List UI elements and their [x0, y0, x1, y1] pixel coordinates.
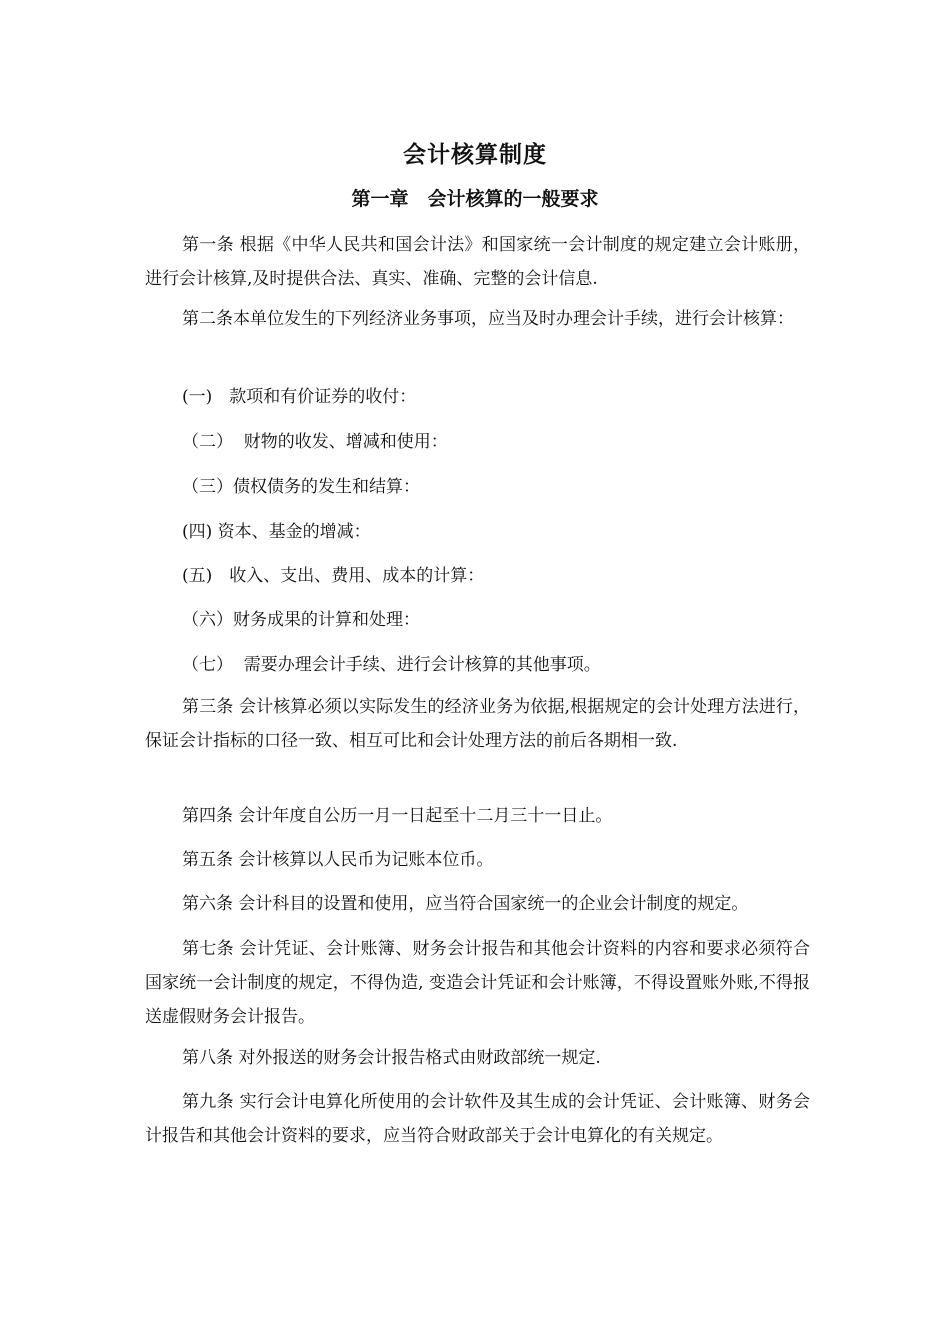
article-9: 第九条 实行会计电算化所使用的会计软件及其生成的会计凭证、会计账簿、财务会计报告和其他会计资料的要求，应当符合财政部关于会计电算化的有关规定。 — [145, 1092, 810, 1146]
chapter-heading: 第一章 会计核算的一般要求 — [351, 188, 599, 210]
document-title: 会计核算制度 — [403, 142, 547, 168]
article-4: 第四条 会计年度自公历一月一日起至十二月三十一日止。 — [182, 806, 613, 826]
list-item: （三）债权债务的发生和结算： — [182, 477, 420, 497]
article-2: 第二条本单位发生的下列经济业务事项，应当及时办理会计手续，进行会计核算： — [182, 309, 794, 329]
list-item: (一) 款项和有价证券的收付： — [182, 387, 417, 407]
list-item: (四) 资本、基金的增减： — [182, 522, 371, 542]
article-5: 第五条 会计核算以人民币为记账本位币。 — [182, 850, 494, 870]
article-7: 第七条 会计凭证、会计账簿、财务会计报告和其他会计资料的内容和要求必须符合国家统一会计制度的规定，不得伪造, 变造会计凭证和会计账簿，不得设置账外账,不得报送虚假财务会计报告。 — [145, 939, 810, 1027]
list-item: （二） 财物的收发、增减和使用： — [182, 432, 448, 452]
list-item: （六）财务成果的计算和处理： — [182, 610, 420, 630]
list-item: (五) 收入、支出、费用、成本的计算： — [182, 566, 485, 586]
list-item: （七） 需要办理会计手续、进行会计核算的其他事项。 — [182, 655, 601, 675]
article-1: 第一条 根据《中华人民共和国会计法》和国家统一会计制度的规定建立会计账册，进行会计核算,及时提供合法、真实、准确、完整的会计信息. — [145, 235, 810, 289]
article-6: 第六条 会计科目的设置和使用，应当符合国家统一的企业会计制度的规定。 — [182, 894, 749, 914]
article-3: 第三条 会计核算必须以实际发生的经济业务为依据,根据规定的会计处理方法进行，保证会计指标的口径一致、相互可比和会计处理方法的前后各期相一致. — [145, 697, 810, 751]
article-8: 第八条 对外报送的财务会计报告格式由财政部统一规定. — [182, 1048, 601, 1068]
